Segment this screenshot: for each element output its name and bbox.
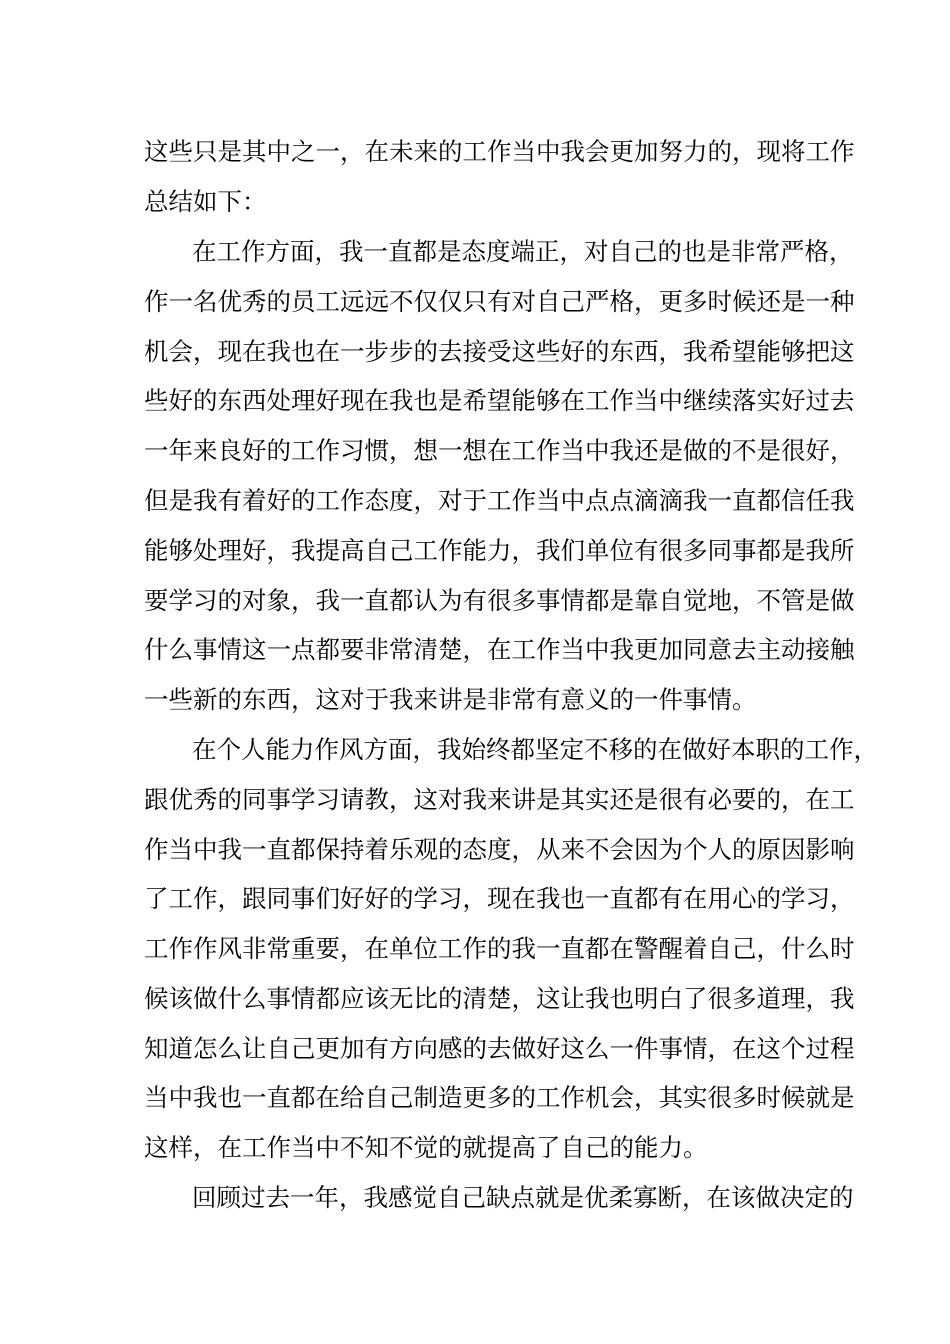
paragraph-first-line: 在工作方面，我一直都是态度端正，对自己的也是非常严格，: [192, 237, 854, 266]
text-line: 能够处理好，我提高自己工作能力，我们单位有很多同事都是我所: [144, 536, 855, 565]
text-line: 些好的东西处理好现在我也是希望能够在工作当中继续落实好过去: [144, 386, 855, 415]
text-line: 了工作，跟同事们好好的学习，现在我也一直都有在用心的学习，: [144, 884, 855, 913]
text-line: 候该做什么事情都应该无比的清楚，这让我也明白了很多道理，我: [144, 984, 855, 1013]
text-line: 这样，在工作当中不知不觉的就提高了自己的能力。: [144, 1133, 708, 1162]
text-line: 作一名优秀的员工远远不仅仅只有对自己严格，更多时候还是一种: [144, 287, 855, 316]
text-line: 跟优秀的同事学习请教，这对我来讲是其实还是很有必要的，在工: [144, 785, 855, 814]
text-line: 作当中我一直都保持着乐观的态度，从来不会因为个人的原因影响: [144, 835, 855, 864]
text-line: 一些新的东西，这对于我来讲是非常有意义的一件事情。: [144, 685, 757, 714]
text-line: 知道怎么让自己更加有方向感的去做好这么一件事情，在这个过程: [144, 1034, 855, 1063]
paragraph-first-line: 在个人能力作风方面，我始终都坚定不移的在做好本职的工作，: [192, 735, 878, 764]
text-line: 什么事情这一点都要非常清楚，在工作当中我更加同意去主动接触: [144, 635, 855, 664]
text-line: 但是我有着好的工作态度，对于工作当中点点滴滴我一直都信任我: [144, 486, 855, 515]
text-line: 这些只是其中之一，在未来的工作当中我会更加努力的，现将工作: [144, 137, 855, 166]
text-line: 要学习的对象，我一直都认为有很多事情都是靠自觉地，不管是做: [144, 586, 855, 615]
text-line: 当中我也一直都在给自己制造更多的工作机会，其实很多时候就是: [144, 1083, 855, 1112]
paragraph-first-line: 回顾过去一年，我感觉自己缺点就是优柔寡断，在该做决定的: [192, 1183, 854, 1212]
text-line: 机会，现在我也在一步步的去接受这些好的东西，我希望能够把这: [144, 337, 855, 366]
text-line: 工作作风非常重要，在单位工作的我一直都在警醒着自己，什么时: [144, 934, 855, 963]
text-line: 总结如下：: [144, 187, 267, 216]
text-line: 一年来良好的工作习惯，想一想在工作当中我还是做的不是很好，: [144, 436, 855, 465]
